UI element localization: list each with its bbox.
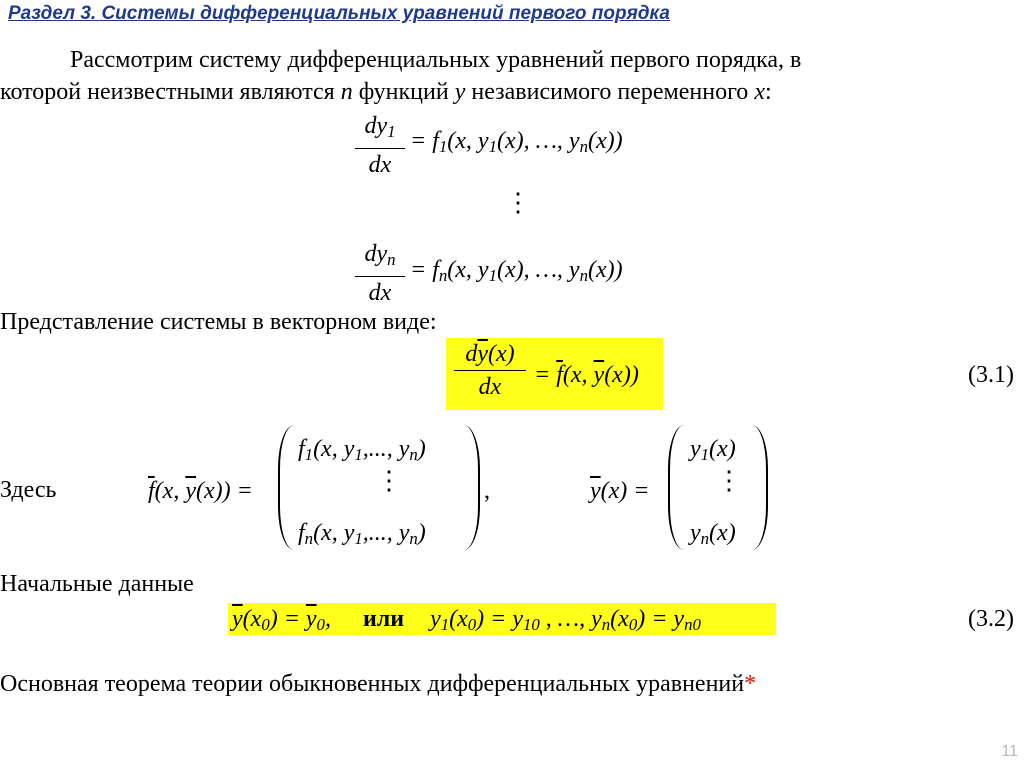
left-paren [278, 425, 294, 550]
eqn-fraction [355, 240, 405, 307]
equation-number-3-2: (3.2) [968, 606, 1014, 632]
intro-line-1: Рассмотрим систему дифференциальных уравнений первого порядка, в [70, 47, 802, 73]
equation-number-3-1: (3.1) [968, 362, 1014, 388]
vector-form-label: Представление системы в векторном виде: [0, 309, 437, 335]
fraction-bar [355, 276, 405, 277]
var-x: x [754, 79, 765, 105]
f-vector-lhs: $\overline{f}(x$, $\overline{y}(x)$) = [148, 478, 253, 504]
intro-line-2 [0, 80, 772, 104]
system-vdots: ⋮ [505, 188, 531, 217]
var-y: y [454, 79, 466, 105]
y-vector-lhs: $\overline{y}(x)$ = [590, 478, 650, 504]
here-label: Здесь [0, 477, 57, 503]
left-paren [668, 425, 684, 550]
or-word: или [362, 606, 405, 632]
vector-fraction [454, 340, 526, 401]
page-number: 11 [1001, 743, 1018, 760]
eq1-fraction [355, 112, 405, 179]
var-n: n [340, 79, 353, 105]
vector-numerator: $d\overline{y}(x)$ [465, 341, 515, 367]
f-matrix-vdots: ⋮ [376, 466, 402, 495]
fraction-bar [454, 370, 526, 371]
eq1-numerator: $dy_1$ [364, 113, 396, 141]
eqn-denominator: dx [368, 280, 392, 306]
footnote-star: * [744, 671, 757, 697]
eq1-rhs: = $f_1(x$, $y_1(x)$, …, $y_n(x)$) [410, 128, 623, 156]
f-matrix-row-1: $f_1(x$, $y_1$,..., $y_n$) [298, 436, 426, 464]
y-matrix-row-1: $y_1(x)$ [690, 436, 736, 464]
comma: , [484, 478, 490, 504]
theorem-title: Основная теорема теории обыкновенных дифференциальных уравнений* [0, 671, 757, 697]
intro-text: : [764, 79, 772, 105]
eqn-rhs: = $f_n(x$, $y_1(x)$, …, $y_n(x)$) [410, 257, 623, 285]
f-matrix-row-3: $f_n(x$, $y_1$,..., $y_n$) [298, 520, 426, 548]
vector-rhs: = $\overline{f}(x$, $\overline{y}(x)$) [534, 362, 639, 388]
eq1-denominator: dx [368, 152, 392, 178]
y-matrix-row-3: $y_n(x)$ [690, 520, 736, 548]
intro-text: независимого переменного [465, 79, 755, 105]
page-title: Раздел 3. Системы дифференциальных уравнений первого порядка [8, 3, 670, 24]
intro-text: которой неизвестными являются [0, 79, 341, 105]
right-paren [464, 425, 480, 550]
initial-data-label: Начальные данные [0, 571, 194, 597]
initial-data-equation: $\overline{y}(x_0) = \overline{y}_0$, или $y_1(x_0) = y_{10}$ , …, $y_n(x_0) = y_{n0}$ [232, 606, 701, 634]
y-matrix-vdots: ⋮ [716, 466, 742, 495]
fraction-bar [355, 148, 405, 149]
eqn-numerator: $dy_n$ [364, 241, 396, 269]
intro-text: функций [352, 79, 455, 105]
right-paren [752, 425, 768, 550]
vector-denominator: dx [478, 374, 502, 400]
